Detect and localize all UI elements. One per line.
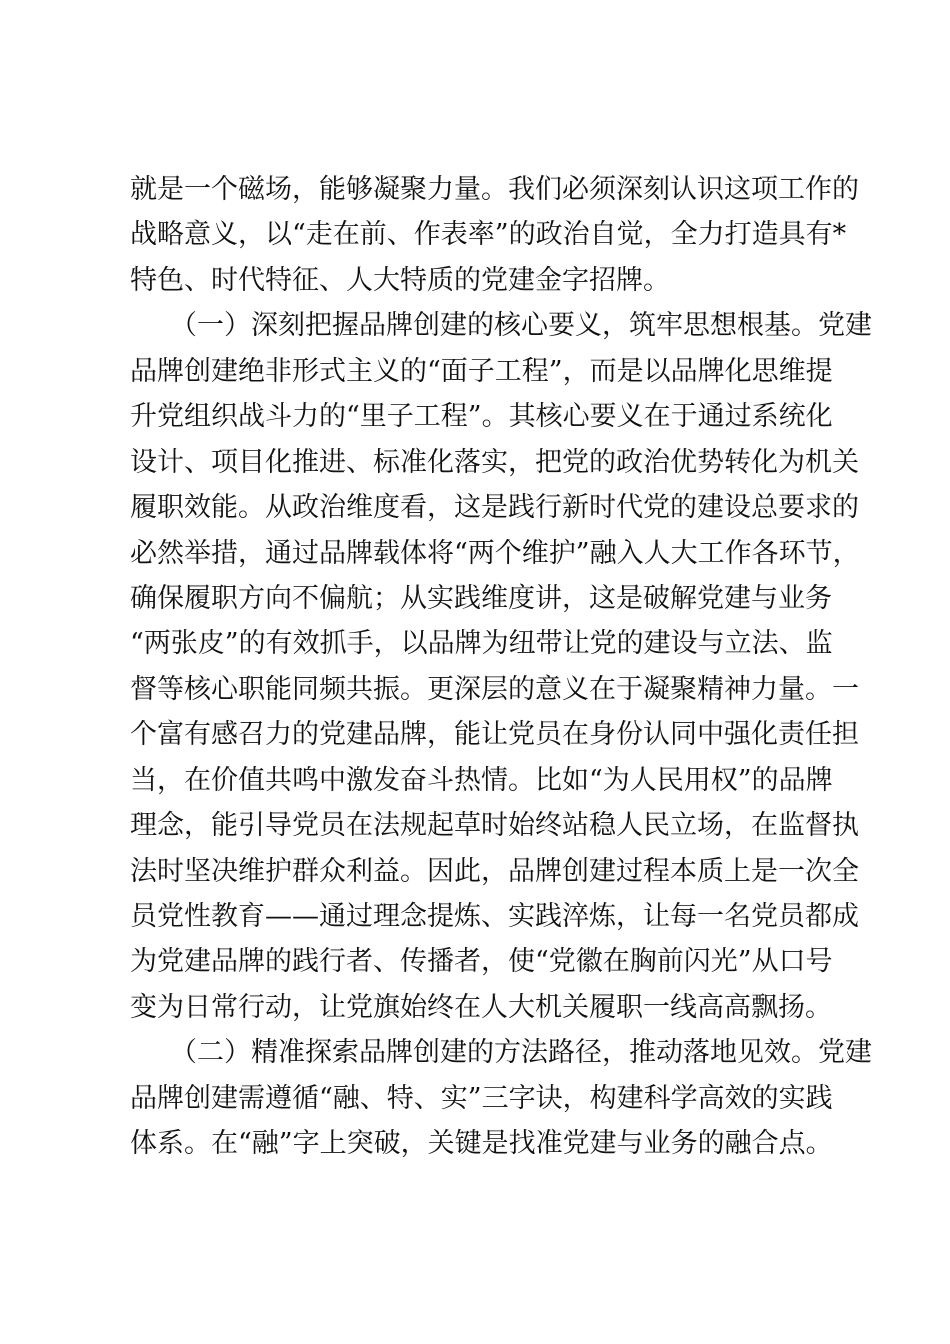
text-line: 员党性教育——通过理念提炼、实践淬炼，让每一名党员都成 bbox=[130, 901, 859, 932]
text-line: 法时坚决维护群众利益。因此，品牌创建过程本质上是一次全 bbox=[130, 855, 859, 887]
text-line: 必然举措，通过品牌载体将“两个维护”融入人大工作各环节， bbox=[130, 537, 860, 569]
text-line: （一）深刻把握品牌创建的核心要义，筑牢思想根基。党建 bbox=[170, 310, 872, 342]
text-line: 升党组织战斗力的“里子工程”。其核心要义在于通过系统化 bbox=[130, 401, 833, 433]
text-line: 品牌创建需遵循“融、特、实”三字诀，构建科学高效的实践 bbox=[130, 1082, 833, 1114]
paragraph bbox=[130, 167, 859, 303]
text-line: 督等核心职能同频共振。更深层的意义在于凝聚精神力量。一 bbox=[130, 673, 859, 705]
text-line: 战略意义，以“走在前、作表率”的政治自觉，全力打造具有* bbox=[130, 219, 847, 251]
text-line: 为党建品牌的践行者、传播者，使“党徽在胸前闪光”从口号 bbox=[130, 946, 833, 978]
text-line: （二）精准探索品牌创建的方法路径，推动落地见效。党建 bbox=[170, 1037, 872, 1069]
document-page bbox=[130, 167, 872, 1167]
text-line: 设计、项目化推进、标准化落实，把党的政治优势转化为机关 bbox=[130, 446, 859, 478]
text-line: 理念，能引导党员在法规起草时始终站稳人民立场，在监督执 bbox=[130, 810, 859, 842]
paragraph bbox=[130, 303, 872, 1030]
paragraph bbox=[130, 1030, 872, 1166]
text-line: 当，在价值共鸣中激发奋斗热情。比如“为人民用权”的品牌 bbox=[130, 764, 833, 796]
text-line: 个富有感召力的党建品牌，能让党员在身份认同中强化责任担 bbox=[130, 719, 859, 751]
text-line: 就是一个磁场，能够凝聚力量。我们必须深刻认识这项工作的 bbox=[130, 174, 859, 205]
text-line: 体系。在“融”字上突破，关键是找准党建与业务的融合点。 bbox=[130, 1128, 833, 1160]
text-line: 履职效能。从政治维度看，这是践行新时代党的建设总要求的 bbox=[130, 492, 859, 524]
text-line: 品牌创建绝非形式主义的“面子工程”，而是以品牌化思维提 bbox=[130, 355, 833, 387]
text-line: “两张皮”的有效抓手，以品牌为纽带让党的建设与立法、监 bbox=[130, 628, 833, 660]
text-line: 特色、时代特征、人大特质的党建金字招牌。 bbox=[130, 264, 670, 296]
text-line: 变为日常行动，让党旗始终在人大机关履职一线高高飘扬。 bbox=[130, 991, 832, 1023]
text-line: 确保履职方向不偏航；从实践维度讲，这是破解党建与业务 bbox=[130, 582, 832, 614]
